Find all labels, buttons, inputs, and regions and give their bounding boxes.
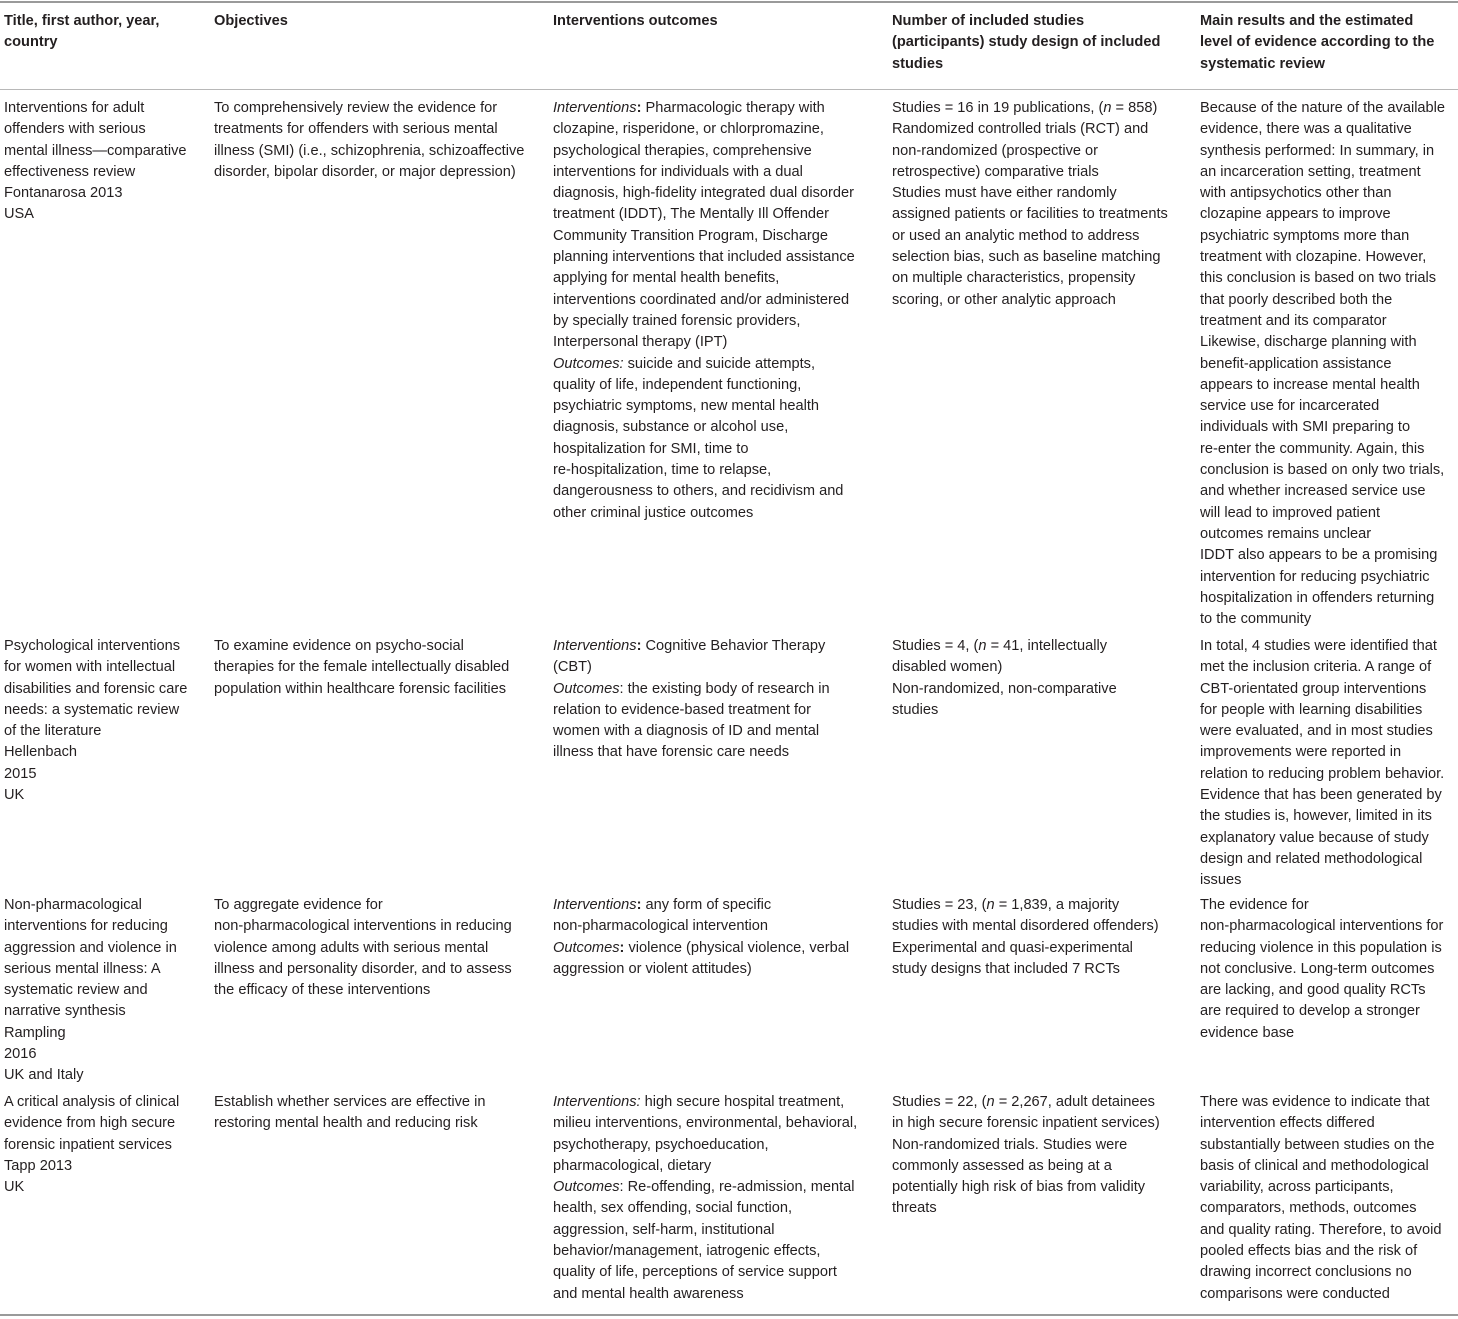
row2-title: Psychological interventions for women with intellectual disabilities and forensic care needs: a systematic review of the literature Hellenbach 2015 UK [4, 638, 188, 804]
header-studies: Number of included studies (participants) study design of included studies [892, 13, 1161, 72]
header-title: Title, first author, year, country [4, 13, 160, 51]
row3-interventions-outcomes [553, 895, 883, 980]
row1-results: Because of the nature of the available evidence, there was a qualitative synthesis performed: In summary, in an incarceration setting, treatment with antipsychotics other than clozapine appears to improve psychiatric symptoms more than treatment with clozapine. However, this conclusion is based on two trials that poorly described both the treatment and its comparator Likewise, discharge planning with benefit-application assistance appears to increase mental health service use for incarcerated individuals with SMI preparing to re-enter the community. Again, this conclusion is based on only two trials, and whether increased service use will lead to improved patient outcomes remains unclear IDDT also appears to be a promising intervention for reducing psychiatric hospitalization in offenders returning to the community [1200, 100, 1446, 628]
row1-title: Interventions for adult offenders with serious mental illness—comparative effectiveness review Fontanarosa 2013 USA [4, 100, 187, 223]
row2-studies-n: n [978, 638, 987, 654]
row4-results: There was evidence to indicate that intervention effects differed substantially between studies on the basis of clinical and methodological variability, across participants, comparators, methods, outcomes and quality rating. Therefore, to avoid pooled effects bias and the risk of drawing incorrect conclusions no comparisons were conducted [1200, 1094, 1442, 1302]
row2-studies [892, 636, 1192, 721]
row3-interventions-text: any form of specific non-pharmacological intervention [553, 897, 772, 935]
row1-interventions-text: Pharmacologic therapy with clozapine, risperidone, or chlorpromazine, psychological therapies, comprehensive interventions for individuals with a dual diagnosis, high-fidelity integrated dual disorder treatment (IDDT), The Mentally Ill Offender Community Transition Program, Discharge planning interventions that included assistance applying for mental health benefits, interventions coordinated and/or administered by specially trained forensic providers, Interpersonal therapy (IPT) [553, 100, 855, 351]
row4-outcomes-label: Outcomes [553, 1179, 620, 1196]
row3-outcomes-text: violence (physical violence, verbal aggression or violent attitudes) [553, 939, 850, 977]
row3-interventions-label: Interventions [553, 897, 637, 913]
row1-studies [892, 98, 1192, 311]
row4-outcomes-colon: : [619, 1179, 624, 1196]
row4-studies-pre: Studies = 22, ( [892, 1094, 987, 1110]
header-interventions: Interventions outcomes [553, 13, 718, 29]
row2-outcomes-text: the existing body of research in relation to evidence-based treatment for women with a diagnosis of ID and mental illness that have forensic care needs [553, 680, 830, 761]
row3-studies [892, 895, 1192, 980]
row1-objectives: To comprehensively review the evidence for treatments for offenders with serious mental illness (SMI) (i.e., schizophrenia, schizoaffective disorder, bipolar disorder, or major depression) [214, 100, 525, 180]
table-top-rule [0, 1, 1458, 3]
row1-interventions-colon: : [636, 100, 642, 116]
row4-interventions-label: Interventions: [553, 1094, 641, 1110]
row3-outcomes-colon: : [619, 939, 625, 956]
row3-outcomes-label: Outcomes [553, 939, 620, 956]
row3-studies-post: = 1,839, a majority studies with mental disordered offenders) Experimental and quasi-experimental study designs that included 7 RCTs [892, 897, 1159, 977]
row2-interventions-outcomes [553, 636, 883, 764]
row3-objectives: To aggregate evidence for non-pharmacological interventions in reducing violence among adults with serious mental illness and personality disorder, and to assess the efficacy of these interventions [214, 897, 512, 999]
row3-studies-pre: Studies = 23, ( [892, 897, 987, 913]
row1-studies-pre: Studies = 16 in 19 publications, ( [892, 100, 1104, 116]
header-results: Main results and the estimated level of evidence according to the systematic review [1200, 13, 1435, 72]
row4-studies [892, 1092, 1192, 1220]
row3-interventions-colon: : [636, 897, 642, 913]
table-bottom-rule [0, 1314, 1458, 1316]
header-objectives: Objectives [214, 13, 288, 29]
row1-interventions-outcomes [553, 98, 883, 524]
row2-results: In total, 4 studies were identified that met the inclusion criteria. A range of CBT-orientated group interventions for people with learning disabilities were evaluated, and in most studies improvements were reported in relation to reducing problem behavior. Evidence that has been generated by the studies is, however, limited in its explanatory value because of study design and related methodological issues [1200, 638, 1445, 889]
row2-outcomes-colon: : [619, 680, 624, 697]
row2-outcomes-label: Outcomes [553, 680, 620, 697]
row2-interventions-colon: : [636, 638, 642, 654]
row2-interventions-label: Interventions [553, 638, 637, 654]
row1-studies-n: n [1103, 100, 1112, 116]
row2-studies-pre: Studies = 4, ( [892, 638, 979, 654]
row4-interventions-text: high secure hospital treatment, milieu interventions, environmental, behavioral, psychotherapy, psychoeducation, pharmacological, dietary [553, 1094, 858, 1174]
row3-title: Non-pharmacological interventions for reducing aggression and violence in serious mental illness: A systematic review and narrative synthesis Rampling 2016 UK and Italy [4, 897, 177, 1084]
row4-objectives: Establish whether services are effective in restoring mental health and reducing risk [214, 1094, 486, 1132]
row1-interventions-label: Interventions [553, 100, 637, 116]
row1-outcomes-label: Outcomes: [553, 355, 624, 372]
row4-outcomes-text: Re-offending, re-admission, mental health, sex offending, social function, aggression, self-harm, institutional behavior/management, iatrogenic effects, quality of life, perceptions of service support and mental health awareness [553, 1179, 855, 1302]
row4-studies-n: n [986, 1094, 995, 1110]
row1-studies-post: = 858) Randomized controlled trials (RCT) and non-randomized (prospective or retrospective) comparative trials Studies must have either randomly assigned patients or facilities to treatments or used an analytic method to address selection bias, such as baseline matching on multiple characteristics, propensity scoring, or other analytic approach [892, 100, 1168, 308]
row2-interventions-text: Cognitive Behavior Therapy (CBT) [553, 638, 826, 676]
table-header-rule [0, 89, 1458, 90]
row1-outcomes-text: suicide and suicide attempts, quality of life, independent functioning, psychiatric symptoms, new mental health diagnosis, substance or alcohol use, hospitalization for SMI, time to re-hospitalization, time to relapse, dangerousness to others, and recidivism and other criminal justice outcomes [553, 355, 844, 521]
row4-title: A critical analysis of clinical evidence from high secure forensic inpatient services Tapp 2013 UK [4, 1094, 180, 1196]
row3-studies-n: n [986, 897, 995, 913]
row2-studies-post: = 41, intellectually disabled women) Non-randomized, non-comparative studies [892, 638, 1117, 718]
row2-objectives: To examine evidence on psycho-social therapies for the female intellectually disabled population within healthcare forensic facilities [214, 638, 510, 697]
row4-interventions-outcomes [553, 1092, 883, 1305]
row4-studies-post: = 2,267, adult detainees in high secure forensic inpatient services) Non-randomized trials. Studies were commonly assessed as being at a potentially high risk of bias from validity threats [892, 1094, 1160, 1217]
row3-results: The evidence for non-pharmacological interventions for reducing violence in this population is not conclusive. Long-term outcomes are lacking, and good quality RCTs are required to develop a stronger evidence base [1200, 897, 1444, 1041]
